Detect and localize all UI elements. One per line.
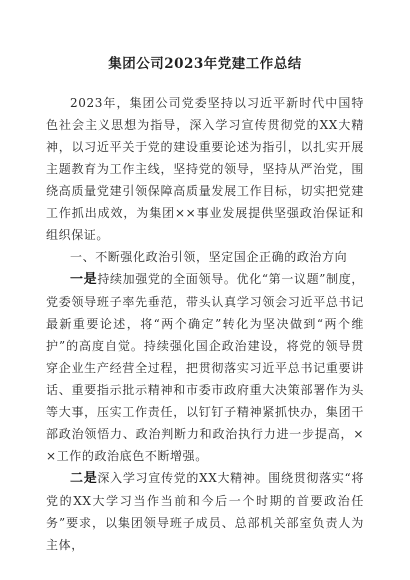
point-paragraph-1 bbox=[46, 268, 364, 467]
point-lead: 二是 bbox=[70, 471, 98, 486]
point-paragraph-2 bbox=[46, 467, 364, 556]
point-lead: 一是 bbox=[70, 272, 98, 287]
section-heading: 一、不断强化政治引领，坚定国企正确的政治方向 bbox=[70, 250, 348, 264]
point-text: 持续加强党的全面领导。优化“第一议题”制度，党委领导班子率先垂范，带头认真学习领会习近平总书记最新重要论述，将“两个确定”转化为坚决做到“两个维护”的高度自觉。持续强化国企政治建设，将党的领导贯穿企业生产经营全过程，把贯彻落实习近平总书记重要讲话、重要指示批示精神和市委市政府重大决策部署作为头等大事，压实工作责任，以钉钉子精神紧抓快办，集团干部政治领悟力、政治判断力和政治执行力进一步提高，××工作的政治底色不断增强。 bbox=[46, 272, 364, 463]
point-text: 深入学习宣传党的XX大精神。围绕贯彻落实“将党的XX大学习当作当前和今后一个时期的首要政治任务”要求，以集团领导班子成员、总部机关部室负责人为主体， bbox=[46, 471, 364, 552]
document-title: 集团公司2023年党建工作总结 bbox=[108, 56, 302, 72]
intro-paragraph: 2023年，集团公司党委坚持以习近平新时代中国特色社会主义思想为指导，深入学习宣传贯彻党的XX大精神，以习近平关于党的建设重要论述为指引，以扎实开展主题教育为工作主线，坚持党的领导，坚持从严治党，围绕高质量党建引领保障高质量发展工作目标，切实把党建工作抓出成效，为集团××事业发展提供坚强政治保证和组织保证。 bbox=[46, 96, 364, 242]
